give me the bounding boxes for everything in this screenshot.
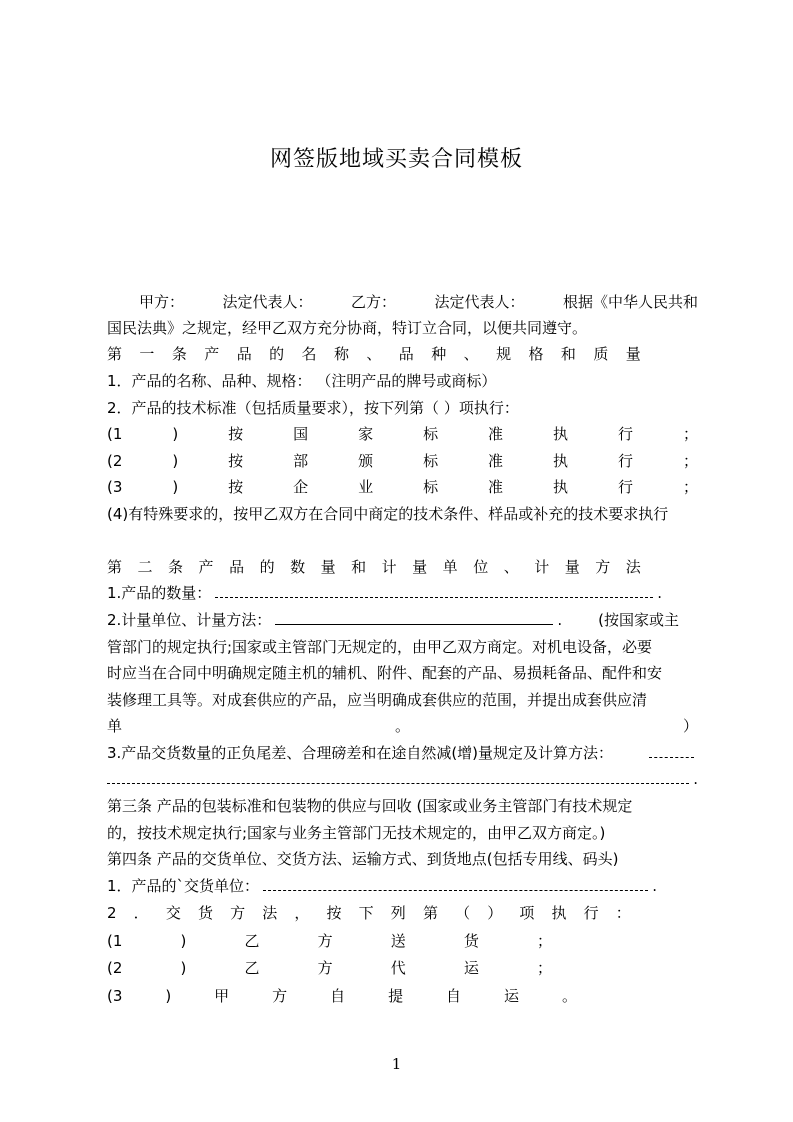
text-segment: 、 — [463, 345, 479, 363]
text-segment: 行 — [617, 478, 633, 496]
text-segment: 种 — [431, 345, 447, 363]
article-4-item-1-end: . — [652, 877, 657, 895]
text-segment: 量 — [412, 558, 428, 576]
text-segment: (1 — [107, 932, 123, 950]
text-segment: 执 — [553, 478, 569, 496]
text-segment: ） — [487, 904, 503, 922]
text-segment: 质 — [593, 345, 609, 363]
text-segment: ， — [294, 904, 310, 922]
article-4-option-2 — [107, 955, 552, 981]
text-segment: 量 — [320, 558, 336, 576]
text-segment: 国 — [293, 425, 309, 443]
text-segment: ) — [172, 425, 179, 443]
article-2-item-3-end: . — [693, 770, 698, 788]
text-segment: 准 — [488, 478, 504, 496]
article-1-option-2 — [107, 448, 698, 474]
text-segment: 部 — [293, 452, 309, 470]
text-segment: 列 — [390, 904, 406, 922]
document-title: 网签版地域买卖合同模板 — [269, 147, 523, 172]
text-segment: 计 — [534, 558, 550, 576]
text-segment: 标 — [423, 478, 439, 496]
text-segment: 标 — [423, 425, 439, 443]
intro-line-1 — [107, 289, 698, 315]
text-segment: 颁 — [358, 452, 374, 470]
text-segment: ； — [682, 478, 698, 496]
text-segment: 代 — [390, 959, 406, 977]
text-segment: 、 — [503, 558, 519, 576]
text-segment: 行 — [617, 452, 633, 470]
blank-line — [107, 769, 689, 784]
blank-line — [263, 876, 648, 891]
text-segment: 条 — [168, 558, 184, 576]
article-3-line-1: 第三条 产品的包装标准和包装物的供应与回收 (国家或业务主管部门有技术规定 — [107, 797, 633, 815]
article-1-heading — [107, 341, 641, 367]
text-segment: 行 — [583, 904, 599, 922]
text-segment: 和 — [560, 345, 576, 363]
article-4-heading: 第四条 产品的交货单位、交货方法、运输方式、到货地点(包括专用线、码头) — [107, 850, 619, 868]
text-segment: 一 — [139, 345, 155, 363]
text-segment: 标 — [423, 452, 439, 470]
article-2-item-2-line-2: 管部门的规定执行;国家或主管部门无规定的，由甲乙双方商定。对机电设备，必要 — [107, 638, 653, 656]
text-segment: 单 — [442, 558, 458, 576]
text-segment: 乙 — [244, 959, 260, 977]
text-segment: 量 — [625, 345, 641, 363]
text-segment: ； — [682, 425, 698, 443]
text-segment: 法 — [625, 558, 641, 576]
article-1-option-4: (4)有特殊要求的，按甲乙双方在合同中商定的技术条件、样品或补充的技术要求执行 — [107, 505, 669, 523]
text-segment: 位 — [473, 558, 489, 576]
text-segment: (1 — [107, 425, 123, 443]
text-segment: 单 — [107, 717, 123, 735]
text-segment: 方 — [272, 987, 288, 1005]
text-segment: ) — [172, 452, 179, 470]
article-1-item-2: 2．产品的技术标准（包括质量要求），按下列第（ ）项执行： — [107, 399, 519, 417]
text-segment: 自 — [330, 987, 346, 1005]
text-segment: 方 — [230, 904, 246, 922]
text-segment: 数 — [290, 558, 306, 576]
text-segment: 自 — [446, 987, 462, 1005]
article-2-item-1-label: 1.产品的数量： — [107, 584, 212, 602]
article-4-option-1 — [107, 928, 552, 954]
text-segment: 、 — [366, 345, 382, 363]
text-segment: 行 — [617, 425, 633, 443]
text-segment: ： — [615, 904, 631, 922]
article-4-item-2 — [107, 900, 631, 926]
article-2-item-2-line-3: 时应当在合同中明确规定随主机的辅机、附件、配套的产品、易损耗备品、配件和安 — [107, 664, 663, 682]
text-segment: 2 — [107, 904, 117, 922]
text-segment: 交 — [165, 904, 181, 922]
text-segment: ） — [682, 717, 698, 735]
text-segment: 方 — [595, 558, 611, 576]
text-segment: 项 — [519, 904, 535, 922]
text-segment: 运 — [463, 959, 479, 977]
text-segment: 乙 — [244, 932, 260, 950]
article-4-option-3 — [107, 983, 577, 1009]
text-segment: ) — [180, 959, 187, 977]
article-1-option-1 — [107, 421, 698, 447]
text-segment: 家 — [358, 425, 374, 443]
text-segment: 。 — [394, 717, 410, 735]
blank-line — [215, 583, 653, 598]
text-segment: 产 — [198, 558, 214, 576]
text-segment: 执 — [551, 904, 567, 922]
text-segment: (2 — [107, 959, 123, 977]
text-segment: （ — [455, 904, 471, 922]
text-segment: ) — [180, 932, 187, 950]
article-2-item-1 — [107, 580, 662, 606]
text-segment: 品 — [236, 345, 252, 363]
text-segment: 按 — [228, 425, 244, 443]
text-segment: 法定代表人： — [222, 293, 313, 311]
article-2-item-3-blank — [107, 766, 698, 792]
text-segment: 格 — [528, 345, 544, 363]
text-segment: 的 — [269, 345, 285, 363]
article-2-item-2: 2.计量单位、计量方法： . (按国家或主 — [107, 607, 698, 633]
text-segment: 按 — [326, 904, 342, 922]
text-segment: ． — [133, 904, 149, 922]
page-number: 1 — [391, 1055, 402, 1073]
text-segment: 方 — [317, 959, 333, 977]
text-segment: 产 — [204, 345, 220, 363]
text-segment: 第 — [107, 558, 123, 576]
article-2-item-3-label: 3.产品交货数量的正负尾差、合理磅差和在途自然减(增)量规定及计算方法： — [107, 744, 614, 762]
article-2-item-3 — [107, 740, 698, 766]
text-segment: 企 — [293, 478, 309, 496]
intro-line-2: 国民法典》之规定，经甲乙双方充分协商，特订立合同，以便共同遵守。 — [107, 319, 588, 337]
text-segment: (3 — [107, 478, 123, 496]
blank-line — [275, 610, 553, 625]
text-segment: 根据《中华人民共和 — [562, 293, 698, 311]
article-3-line-2: 的，按技术规定执行;国家与业务主管部门无技术规定的，由甲乙双方商定。) — [107, 824, 606, 842]
article-2-heading — [107, 554, 641, 580]
text-segment: (2 — [107, 452, 123, 470]
text-segment: 业 — [358, 478, 374, 496]
text-segment: 提 — [388, 987, 404, 1005]
article-2-item-2-label: 2.计量单位、计量方法： — [107, 611, 272, 629]
text-segment: 第 — [422, 904, 438, 922]
text-segment: 执 — [553, 425, 569, 443]
text-segment: 条 — [171, 345, 187, 363]
text-segment: 方 — [317, 932, 333, 950]
text-segment: 准 — [488, 425, 504, 443]
text-segment: 下 — [358, 904, 374, 922]
text-segment: 。 — [561, 987, 577, 1005]
text-segment: 执 — [553, 452, 569, 470]
text-segment: 乙方： — [350, 293, 396, 311]
blank-line — [649, 743, 694, 758]
text-segment: 货 — [463, 932, 479, 950]
text-segment: 准 — [488, 452, 504, 470]
text-segment: 甲 — [214, 987, 230, 1005]
text-segment: 品 — [398, 345, 414, 363]
article-1-item-1: 1．产品的名称、品种、规格： （注明产品的牌号或商标） — [107, 372, 497, 390]
text-segment: 运 — [504, 987, 520, 1005]
text-segment: 送 — [390, 932, 406, 950]
article-1-option-3 — [107, 474, 698, 500]
text-segment: 甲方： — [139, 293, 185, 311]
text-segment: 量 — [564, 558, 580, 576]
text-segment: 货 — [197, 904, 213, 922]
text-segment: (3 — [107, 987, 123, 1005]
article-2-item-2-tail: (按国家或主 — [598, 611, 679, 629]
article-4-item-1-label: 1．产品的`交货单位： — [107, 877, 260, 895]
text-segment: 按 — [228, 478, 244, 496]
text-segment: 的 — [259, 558, 275, 576]
article-2-item-1-end: . — [657, 584, 662, 602]
article-2-item-2-line-4: 装修理工具等。对成套供应的产品，应当明确成套供应的范围，并提出成套供应清 — [107, 691, 648, 709]
text-segment: ； — [536, 932, 552, 950]
text-segment: 法 — [262, 904, 278, 922]
text-segment: 称 — [333, 345, 349, 363]
text-segment: 按 — [228, 452, 244, 470]
text-segment: 计 — [381, 558, 397, 576]
text-segment: ； — [682, 452, 698, 470]
text-segment: ) — [165, 987, 172, 1005]
text-segment: 第 — [107, 345, 123, 363]
text-segment: ； — [536, 959, 552, 977]
text-segment: ) — [172, 478, 179, 496]
article-4-item-1 — [107, 873, 657, 899]
text-segment: 名 — [301, 345, 317, 363]
text-segment: 和 — [351, 558, 367, 576]
text-segment: 法定代表人： — [434, 293, 525, 311]
text-segment: 规 — [496, 345, 512, 363]
text-segment: 二 — [137, 558, 153, 576]
article-2-item-2-line-5 — [107, 713, 698, 739]
text-segment: 品 — [229, 558, 245, 576]
